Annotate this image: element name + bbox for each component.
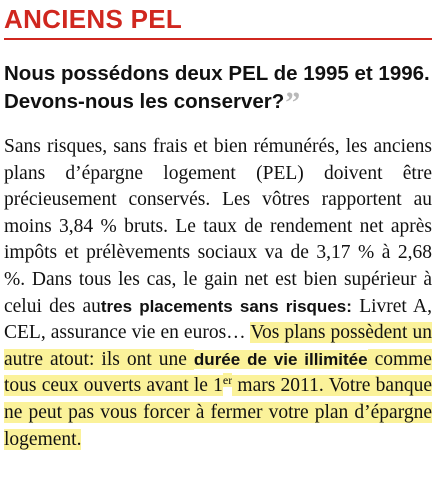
highlighted-text-3: mars 2011. Votre banque ne peut pas vous forcer à fermer votre plan d’épargne logement. [4,375,432,450]
ordinal-superscript: er [222,372,233,387]
reader-question [4,60,432,119]
section-rubric: ANCIENS PEL [4,3,432,40]
question-text: Nous possédons deux PEL de 1995 et 1996. Devons-nous les conserver? [4,62,430,113]
bold-unlimited-duration: durée de vie illimitée [193,349,368,369]
highlighted-text-2: comme tous ceux ouverts avant le 1 [4,348,432,397]
answer-paragraph-middle: Livret A, CEL, assurance vie en euros… [4,295,433,344]
highlighted-text-1: Vos plans possèdent un autre atout: ils ont une [4,322,433,370]
bold-safe-placements: tres placements sans risques: [100,296,352,316]
answer-body [4,134,432,453]
closing-quote-mark: ” [285,86,301,119]
answer-paragraph-start: Sans risques, sans frais et bien rémunérés, les anciens plans d’épargne logement (PEL) doivent être précieusement conservés. Les vôtres rapportent au moins 3,84 % bruts. Le taux de rendement net après impôts et prélèvements sociaux va de 3,17 % à 2,68 %. Dans tous les cas, le gain net est bien supérieur à celui des au [4,136,432,317]
